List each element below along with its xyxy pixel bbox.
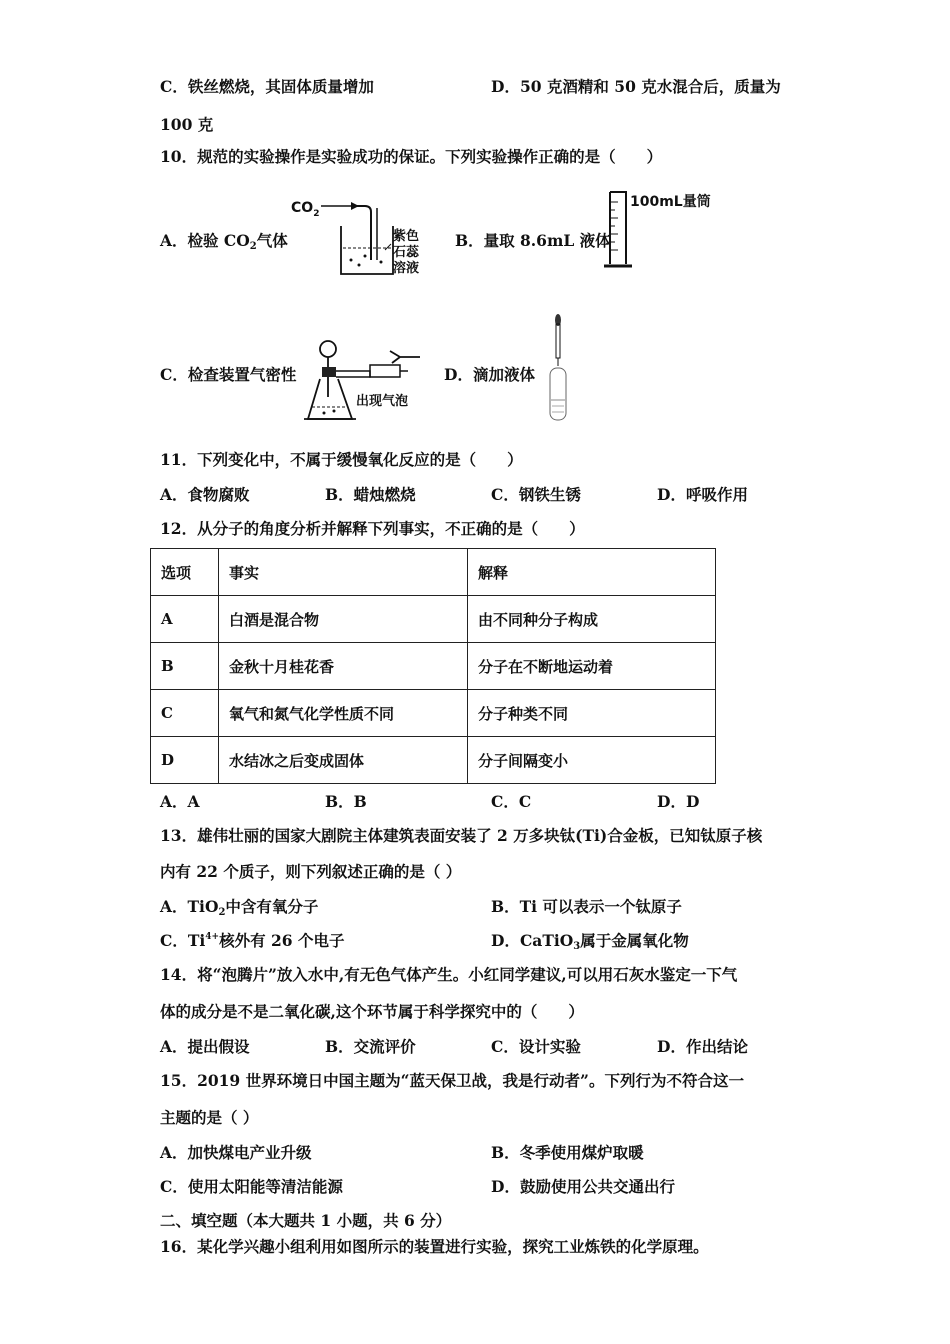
q12-option-d: D．D	[657, 792, 700, 811]
table-header-cell: 解释	[468, 549, 716, 596]
section-heading: 二、填空题（本大题共 1 小题，共 6 分）	[160, 1211, 452, 1230]
svg-text:100mL量筒: 100mL量筒	[630, 194, 711, 210]
airtightness-check-figure	[300, 335, 425, 425]
q15-option-b: B．冬季使用煤炉取暖	[491, 1143, 644, 1162]
q10-option-a: A．检验 $CO_2$气体	[160, 231, 288, 252]
q14-option-a: A．提出假设	[160, 1037, 250, 1056]
q12-option-c: C．C	[491, 792, 532, 811]
graduated-cylinder-figure	[600, 188, 720, 276]
co2-test-figure	[285, 190, 430, 280]
q14-option-c: C．设计实验	[491, 1037, 581, 1056]
table-cell: B	[151, 643, 219, 690]
q16-stem: 16．某化学兴趣小组利用如图所示的装置进行实验，探究工业炼铁的化学原理。	[160, 1237, 709, 1256]
table-cell: C	[151, 690, 219, 737]
q11-option-b: B．蜡烛燃烧	[325, 485, 416, 504]
table-header-cell: 事实	[219, 549, 468, 596]
q10-option-b: B．量取 8.6mL 液体	[455, 231, 611, 250]
table-cell: 氧气和氮气化学性质不同	[219, 690, 468, 737]
q14-option-b: B．交流评价	[325, 1037, 416, 1056]
q13-stem-line1: 13．雄伟壮丽的国家大剧院主体建筑表面安装了 2 万多块钛(Ti)合金板，已知钛原子核	[160, 826, 763, 845]
table-cell: 分子在不断地运动着	[468, 643, 716, 690]
q15-option-d: D．鼓励使用公共交通出行	[491, 1177, 675, 1196]
q10-option-d: D．滴加液体	[444, 365, 535, 384]
q15-stem-line2: 主题的是（ ）	[160, 1108, 259, 1127]
q11-option-c: C．钢铁生锈	[491, 485, 581, 504]
q14-stem-line1: 14．将“泡腾片”放入水中,有无色气体产生。小红同学建议,可以用石灰水鉴定一下气	[160, 965, 738, 984]
table-cell: 分子间隔变小	[468, 737, 716, 784]
co2-label: $CO_2$	[291, 200, 320, 219]
q13-stem-line2: 内有 22 个质子，则下列叙述正确的是（ ）	[160, 862, 462, 881]
q15-option-a: A．加快煤电产业升级	[160, 1143, 312, 1162]
table-cell: A	[151, 596, 219, 643]
q12-option-a: A．A	[160, 792, 200, 811]
table-row	[151, 596, 716, 643]
table-row	[151, 737, 716, 784]
svg-text:紫色: 紫色	[393, 229, 420, 244]
table-cell: 金秋十月桂花香	[219, 643, 468, 690]
table-header-row	[151, 549, 716, 596]
dropper-test-tube-figure	[545, 312, 575, 424]
q13-option-c: C．$Ti^{4+}$核外有 26 个电子	[160, 931, 345, 950]
q9-option-d: D．50 克酒精和 50 克水混合后，质量为	[491, 77, 781, 96]
table-cell: 由不同种分子构成	[468, 596, 716, 643]
svg-text:石蕊: 石蕊	[393, 245, 420, 260]
table-row	[151, 643, 716, 690]
table-cell: 白酒是混合物	[219, 596, 468, 643]
q14-stem-line2: 体的成分是不是二氧化碳,这个环节属于科学探究中的（ ）	[160, 1002, 584, 1021]
q10-stem: 10．规范的实验操作是实验成功的保证。下列实验操作正确的是（ ）	[160, 147, 663, 166]
table-cell: D	[151, 737, 219, 784]
svg-text:出现气泡: 出现气泡	[356, 394, 409, 409]
table-row	[151, 690, 716, 737]
q10-option-c: C．检查装置气密性	[160, 365, 297, 384]
q11-stem: 11．下列变化中，不属于缓慢氧化反应的是（ ）	[160, 450, 523, 469]
q12-option-b: B．B	[325, 792, 367, 811]
table-cell: 分子种类不同	[468, 690, 716, 737]
q14-option-d: D．作出结论	[657, 1037, 748, 1056]
q9-option-c: C．铁丝燃烧，其固体质量增加	[160, 77, 374, 96]
q15-option-c: C．使用太阳能等清洁能源	[160, 1177, 343, 1196]
q12-stem: 12．从分子的角度分析并解释下列事实，不正确的是（ ）	[160, 519, 585, 538]
q13-option-a: A．TiO$_2$中含有氧分子	[160, 897, 319, 918]
q13-option-d: D．CaTiO$_3$属于金属氧化物	[491, 931, 689, 952]
q12-table	[150, 548, 716, 784]
table-header-cell: 选项	[151, 549, 219, 596]
table-cell: 水结冰之后变成固体	[219, 737, 468, 784]
q11-option-d: D．呼吸作用	[657, 485, 748, 504]
q13-option-b: B．Ti 可以表示一个钛原子	[491, 897, 682, 916]
q9-option-d-continued: 100 克	[160, 115, 214, 134]
svg-text:溶液: 溶液	[393, 261, 420, 276]
q15-stem-line1: 15．2019 世界环境日中国主题为“蓝天保卫战，我是行动者”。下列行为不符合这一	[160, 1071, 744, 1090]
q11-option-a: A．食物腐败	[160, 485, 250, 504]
